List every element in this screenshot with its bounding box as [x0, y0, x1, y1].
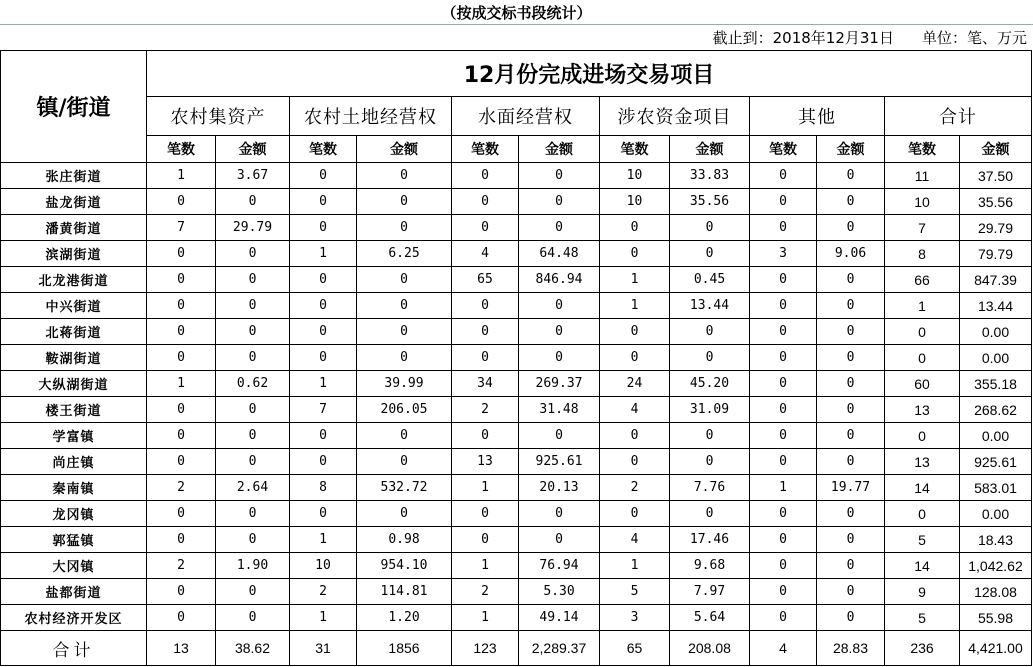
amount-cell: 1.20 — [357, 605, 452, 631]
amount-cell: 0 — [519, 423, 600, 449]
amount-cell: 0 — [357, 345, 452, 371]
amount-cell: 0.00 — [960, 423, 1032, 449]
count-subheader: 笔数 — [147, 136, 216, 163]
count-cell: 1 — [147, 371, 216, 397]
amount-cell: 0 — [817, 423, 885, 449]
amount-cell: 5.30 — [519, 579, 600, 605]
amount-subheader: 金额 — [216, 136, 290, 163]
count-cell: 10 — [885, 189, 960, 215]
count-cell: 0 — [147, 293, 216, 319]
count-cell: 0 — [147, 267, 216, 293]
town-name: 北蒋街道 — [1, 319, 147, 345]
table-body — [1, 163, 1032, 666]
table-row — [1, 579, 1032, 605]
amount-cell: 1856 — [357, 631, 452, 666]
category-header: 水面经营权 — [452, 97, 600, 136]
amount-cell: 206.05 — [357, 397, 452, 423]
transaction-table — [0, 50, 1032, 666]
amount-cell: 19.77 — [817, 475, 885, 501]
amount-cell: 0 — [519, 501, 600, 527]
amount-cell: 0 — [817, 319, 885, 345]
amount-cell: 0 — [670, 345, 750, 371]
count-cell: 0 — [290, 449, 357, 475]
count-subheader: 笔数 — [750, 136, 817, 163]
table-row — [1, 241, 1032, 267]
count-cell: 7 — [885, 215, 960, 241]
amount-subheader: 金额 — [519, 136, 600, 163]
amount-cell: 0 — [817, 449, 885, 475]
count-cell: 0 — [750, 449, 817, 475]
amount-cell: 0 — [519, 189, 600, 215]
table-row — [1, 189, 1032, 215]
count-cell: 2 — [147, 553, 216, 579]
date-unit-line — [685, 27, 1027, 49]
amount-cell: 5.64 — [670, 605, 750, 631]
amount-cell: 1.90 — [216, 553, 290, 579]
amount-cell: 0 — [519, 215, 600, 241]
amount-cell: 35.56 — [960, 189, 1032, 215]
table-row — [1, 423, 1032, 449]
table-row — [1, 293, 1032, 319]
amount-cell: 0 — [216, 345, 290, 371]
count-cell: 0 — [750, 501, 817, 527]
amount-cell: 954.10 — [357, 553, 452, 579]
count-cell: 1 — [452, 553, 519, 579]
count-cell: 31 — [290, 631, 357, 666]
count-cell: 0 — [885, 423, 960, 449]
amount-cell: 0 — [817, 293, 885, 319]
town-column-header: 镇/街道 — [1, 51, 147, 163]
count-cell: 0 — [452, 163, 519, 189]
count-cell: 0 — [600, 501, 670, 527]
amount-cell: 0 — [216, 397, 290, 423]
amount-cell: 9.68 — [670, 553, 750, 579]
count-cell: 0 — [750, 553, 817, 579]
count-cell: 4 — [750, 631, 817, 666]
amount-cell: 0.62 — [216, 371, 290, 397]
count-cell: 0 — [147, 397, 216, 423]
amount-cell: 0 — [519, 527, 600, 553]
report-subtitle: （按成交标书段统计） — [441, 4, 592, 22]
count-cell: 0 — [750, 579, 817, 605]
count-cell: 13 — [452, 449, 519, 475]
table-row — [1, 527, 1032, 553]
amount-cell: 0 — [817, 189, 885, 215]
table-row — [1, 605, 1032, 631]
count-cell: 0 — [290, 423, 357, 449]
amount-cell: 1,042.62 — [960, 553, 1032, 579]
count-cell: 0 — [290, 501, 357, 527]
count-cell: 3 — [750, 241, 817, 267]
amount-cell: 0.45 — [670, 267, 750, 293]
count-cell: 0 — [452, 293, 519, 319]
top-divider — [0, 24, 1033, 25]
count-cell: 0 — [600, 423, 670, 449]
amount-cell: 583.01 — [960, 475, 1032, 501]
count-cell: 7 — [290, 397, 357, 423]
count-cell: 1 — [147, 163, 216, 189]
count-cell: 5 — [600, 579, 670, 605]
count-cell: 0 — [147, 449, 216, 475]
count-subheader: 笔数 — [885, 136, 960, 163]
count-cell: 0 — [600, 345, 670, 371]
count-cell: 0 — [750, 397, 817, 423]
count-cell: 0 — [750, 267, 817, 293]
amount-cell: 0 — [519, 345, 600, 371]
table-row — [1, 371, 1032, 397]
count-cell: 0 — [147, 189, 216, 215]
amount-cell: 0 — [216, 501, 290, 527]
count-cell: 10 — [290, 553, 357, 579]
amount-cell: 0 — [817, 501, 885, 527]
amount-cell: 20.13 — [519, 475, 600, 501]
count-cell: 0 — [147, 345, 216, 371]
town-name: 中兴街道 — [1, 293, 147, 319]
count-cell: 0 — [600, 319, 670, 345]
amount-cell: 9.06 — [817, 241, 885, 267]
amount-cell: 0 — [216, 449, 290, 475]
amount-cell: 18.43 — [960, 527, 1032, 553]
count-cell: 0 — [147, 605, 216, 631]
count-cell: 0 — [290, 215, 357, 241]
town-name: 尚庄镇 — [1, 449, 147, 475]
amount-cell: 0 — [670, 241, 750, 267]
count-cell: 1 — [452, 605, 519, 631]
amount-cell: 0 — [216, 579, 290, 605]
amount-cell: 29.79 — [216, 215, 290, 241]
amount-subheader: 金额 — [960, 136, 1032, 163]
amount-cell: 0 — [216, 605, 290, 631]
amount-cell: 0 — [357, 423, 452, 449]
table-row — [1, 163, 1032, 189]
amount-subheader: 金额 — [670, 136, 750, 163]
count-cell: 0 — [750, 345, 817, 371]
town-name: 盐都街道 — [1, 579, 147, 605]
count-cell: 13 — [885, 449, 960, 475]
amount-cell: 76.94 — [519, 553, 600, 579]
count-cell: 14 — [885, 553, 960, 579]
count-cell: 3 — [600, 605, 670, 631]
count-cell: 0 — [600, 215, 670, 241]
amount-cell: 0 — [357, 293, 452, 319]
count-cell: 0 — [750, 189, 817, 215]
count-cell: 65 — [452, 267, 519, 293]
count-cell: 0 — [452, 527, 519, 553]
count-cell: 0 — [750, 319, 817, 345]
amount-cell: 355.18 — [960, 371, 1032, 397]
count-subheader: 笔数 — [290, 136, 357, 163]
amount-cell: 45.20 — [670, 371, 750, 397]
count-cell: 0 — [750, 527, 817, 553]
count-cell: 1 — [290, 371, 357, 397]
count-cell: 0 — [600, 241, 670, 267]
amount-cell: 0 — [817, 397, 885, 423]
count-cell: 0 — [750, 163, 817, 189]
table-row — [1, 319, 1032, 345]
count-cell: 0 — [290, 267, 357, 293]
count-cell: 0 — [750, 215, 817, 241]
table-row — [1, 267, 1032, 293]
count-cell: 60 — [885, 371, 960, 397]
amount-cell: 0 — [357, 501, 452, 527]
count-cell: 4 — [600, 397, 670, 423]
amount-cell: 0 — [216, 527, 290, 553]
amount-cell: 0 — [670, 215, 750, 241]
amount-cell: 0.00 — [960, 345, 1032, 371]
amount-cell: 0 — [519, 293, 600, 319]
count-cell: 0 — [885, 501, 960, 527]
town-name: 大纵湖街道 — [1, 371, 147, 397]
count-cell: 0 — [885, 345, 960, 371]
table-row — [1, 553, 1032, 579]
amount-cell: 0 — [357, 449, 452, 475]
amount-cell: 925.61 — [960, 449, 1032, 475]
count-cell: 2 — [600, 475, 670, 501]
count-cell: 5 — [885, 527, 960, 553]
amount-cell: 0 — [670, 449, 750, 475]
count-cell: 2 — [452, 397, 519, 423]
count-cell: 9 — [885, 579, 960, 605]
count-cell: 8 — [885, 241, 960, 267]
amount-cell: 0 — [817, 371, 885, 397]
count-cell: 0 — [147, 579, 216, 605]
count-cell: 7 — [147, 215, 216, 241]
amount-cell: 38.62 — [216, 631, 290, 666]
count-cell: 0 — [452, 189, 519, 215]
category-header: 合计 — [885, 97, 1032, 136]
amount-cell: 0 — [357, 267, 452, 293]
count-cell: 8 — [290, 475, 357, 501]
count-cell: 1 — [600, 553, 670, 579]
town-name: 滨湖街道 — [1, 241, 147, 267]
count-cell: 236 — [885, 631, 960, 666]
amount-cell: 0 — [357, 319, 452, 345]
town-name: 大冈镇 — [1, 553, 147, 579]
amount-cell: 6.25 — [357, 241, 452, 267]
count-cell: 0 — [290, 319, 357, 345]
amount-cell: 31.48 — [519, 397, 600, 423]
amount-cell: 2.64 — [216, 475, 290, 501]
count-cell: 14 — [885, 475, 960, 501]
count-cell: 1 — [290, 241, 357, 267]
amount-cell: 0 — [817, 345, 885, 371]
count-cell: 4 — [600, 527, 670, 553]
amount-cell: 128.08 — [960, 579, 1032, 605]
amount-cell: 0 — [817, 215, 885, 241]
amount-cell: 0.00 — [960, 319, 1032, 345]
count-cell: 0 — [750, 423, 817, 449]
town-name: 潘黄街道 — [1, 215, 147, 241]
amount-subheader: 金额 — [357, 136, 452, 163]
amount-cell: 0 — [357, 163, 452, 189]
count-cell: 66 — [885, 267, 960, 293]
amount-cell: 64.48 — [519, 241, 600, 267]
town-name: 学富镇 — [1, 423, 147, 449]
amount-cell: 0 — [817, 553, 885, 579]
category-header: 农村土地经营权 — [290, 97, 452, 136]
count-cell: 1 — [885, 293, 960, 319]
amount-cell: 13.44 — [960, 293, 1032, 319]
count-cell: 2 — [452, 579, 519, 605]
town-name: 楼王街道 — [1, 397, 147, 423]
town-name: 秦南镇 — [1, 475, 147, 501]
amount-cell: 925.61 — [519, 449, 600, 475]
amount-cell: 29.79 — [960, 215, 1032, 241]
amount-cell: 114.81 — [357, 579, 452, 605]
amount-cell: 268.62 — [960, 397, 1032, 423]
count-cell: 1 — [452, 475, 519, 501]
amount-cell: 0.00 — [960, 501, 1032, 527]
count-cell: 0 — [750, 293, 817, 319]
count-cell: 0 — [290, 293, 357, 319]
table-row — [1, 215, 1032, 241]
amount-cell: 0 — [357, 215, 452, 241]
total-label: 合计 — [1, 631, 147, 666]
amount-cell: 28.83 — [817, 631, 885, 666]
count-cell: 0 — [147, 501, 216, 527]
town-name: 郭猛镇 — [1, 527, 147, 553]
town-name: 北龙港街道 — [1, 267, 147, 293]
amount-cell: 37.50 — [960, 163, 1032, 189]
amount-cell: 39.99 — [357, 371, 452, 397]
count-cell: 10 — [600, 163, 670, 189]
amount-cell: 4,421.00 — [960, 631, 1032, 666]
amount-cell: 0 — [817, 267, 885, 293]
amount-cell: 269.37 — [519, 371, 600, 397]
table-row — [1, 475, 1032, 501]
count-cell: 4 — [452, 241, 519, 267]
amount-cell: 35.56 — [670, 189, 750, 215]
amount-cell: 31.09 — [670, 397, 750, 423]
count-subheader: 笔数 — [600, 136, 670, 163]
amount-cell: 49.14 — [519, 605, 600, 631]
amount-cell: 208.08 — [670, 631, 750, 666]
count-cell: 0 — [600, 449, 670, 475]
amount-cell: 0 — [817, 605, 885, 631]
category-header: 涉农资金项目 — [600, 97, 750, 136]
amount-cell: 0 — [216, 423, 290, 449]
count-cell: 0 — [290, 163, 357, 189]
amount-cell: 0 — [216, 267, 290, 293]
count-cell: 1 — [290, 527, 357, 553]
amount-cell: 0 — [519, 163, 600, 189]
town-name: 鞍湖街道 — [1, 345, 147, 371]
table-row — [1, 449, 1032, 475]
cutoff-date: 截止到：2018年12月31日 — [712, 29, 894, 47]
table-row — [1, 501, 1032, 527]
table-row — [1, 345, 1032, 371]
count-cell: 65 — [600, 631, 670, 666]
count-cell: 2 — [290, 579, 357, 605]
count-cell: 0 — [750, 371, 817, 397]
amount-cell: 0 — [357, 189, 452, 215]
count-cell: 0 — [147, 527, 216, 553]
amount-cell: 0 — [670, 501, 750, 527]
count-cell: 1 — [600, 293, 670, 319]
count-cell: 0 — [147, 319, 216, 345]
amount-subheader: 金额 — [817, 136, 885, 163]
count-cell: 0 — [452, 215, 519, 241]
amount-cell: 0 — [216, 293, 290, 319]
count-cell: 0 — [147, 241, 216, 267]
amount-cell: 3.67 — [216, 163, 290, 189]
count-cell: 0 — [750, 605, 817, 631]
table-row — [1, 397, 1032, 423]
amount-cell: 847.39 — [960, 267, 1032, 293]
unit-label: 单位：笔、万元 — [921, 29, 1027, 47]
amount-cell: 0 — [817, 163, 885, 189]
amount-cell: 79.79 — [960, 241, 1032, 267]
count-cell: 13 — [885, 397, 960, 423]
amount-cell: 7.97 — [670, 579, 750, 605]
town-name: 盐龙街道 — [1, 189, 147, 215]
amount-cell: 0 — [670, 423, 750, 449]
category-header: 其他 — [750, 97, 885, 136]
count-cell: 1 — [750, 475, 817, 501]
count-cell: 11 — [885, 163, 960, 189]
town-name: 张庄街道 — [1, 163, 147, 189]
count-cell: 0 — [885, 319, 960, 345]
amount-cell: 33.83 — [670, 163, 750, 189]
amount-cell: 0 — [216, 241, 290, 267]
count-cell: 0 — [452, 423, 519, 449]
amount-cell: 0 — [216, 319, 290, 345]
count-cell: 34 — [452, 371, 519, 397]
amount-cell: 17.46 — [670, 527, 750, 553]
count-cell: 0 — [452, 319, 519, 345]
amount-cell: 846.94 — [519, 267, 600, 293]
town-name: 农村经济开发区 — [1, 605, 147, 631]
amount-cell: 0 — [216, 189, 290, 215]
count-cell: 10 — [600, 189, 670, 215]
count-cell: 24 — [600, 371, 670, 397]
total-row — [1, 631, 1032, 666]
amount-cell: 0.98 — [357, 527, 452, 553]
count-cell: 13 — [147, 631, 216, 666]
amount-cell: 0 — [670, 319, 750, 345]
count-cell: 0 — [147, 423, 216, 449]
count-cell: 1 — [290, 605, 357, 631]
amount-cell: 13.44 — [670, 293, 750, 319]
count-cell: 0 — [290, 345, 357, 371]
amount-cell: 532.72 — [357, 475, 452, 501]
amount-cell: 0 — [817, 527, 885, 553]
table-title: 12月份完成进场交易项目 — [147, 51, 1032, 97]
amount-cell: 55.98 — [960, 605, 1032, 631]
count-cell: 0 — [290, 189, 357, 215]
count-cell: 0 — [452, 345, 519, 371]
count-cell: 1 — [600, 267, 670, 293]
amount-cell: 7.76 — [670, 475, 750, 501]
amount-cell: 0 — [817, 579, 885, 605]
amount-cell: 2,289.37 — [519, 631, 600, 666]
count-cell: 0 — [452, 501, 519, 527]
town-name: 龙冈镇 — [1, 501, 147, 527]
sub-header-row — [1, 136, 1032, 163]
count-cell: 2 — [147, 475, 216, 501]
count-cell: 5 — [885, 605, 960, 631]
amount-cell: 0 — [519, 319, 600, 345]
category-header: 农村集资产 — [147, 97, 290, 136]
count-subheader: 笔数 — [452, 136, 519, 163]
count-cell: 123 — [452, 631, 519, 666]
